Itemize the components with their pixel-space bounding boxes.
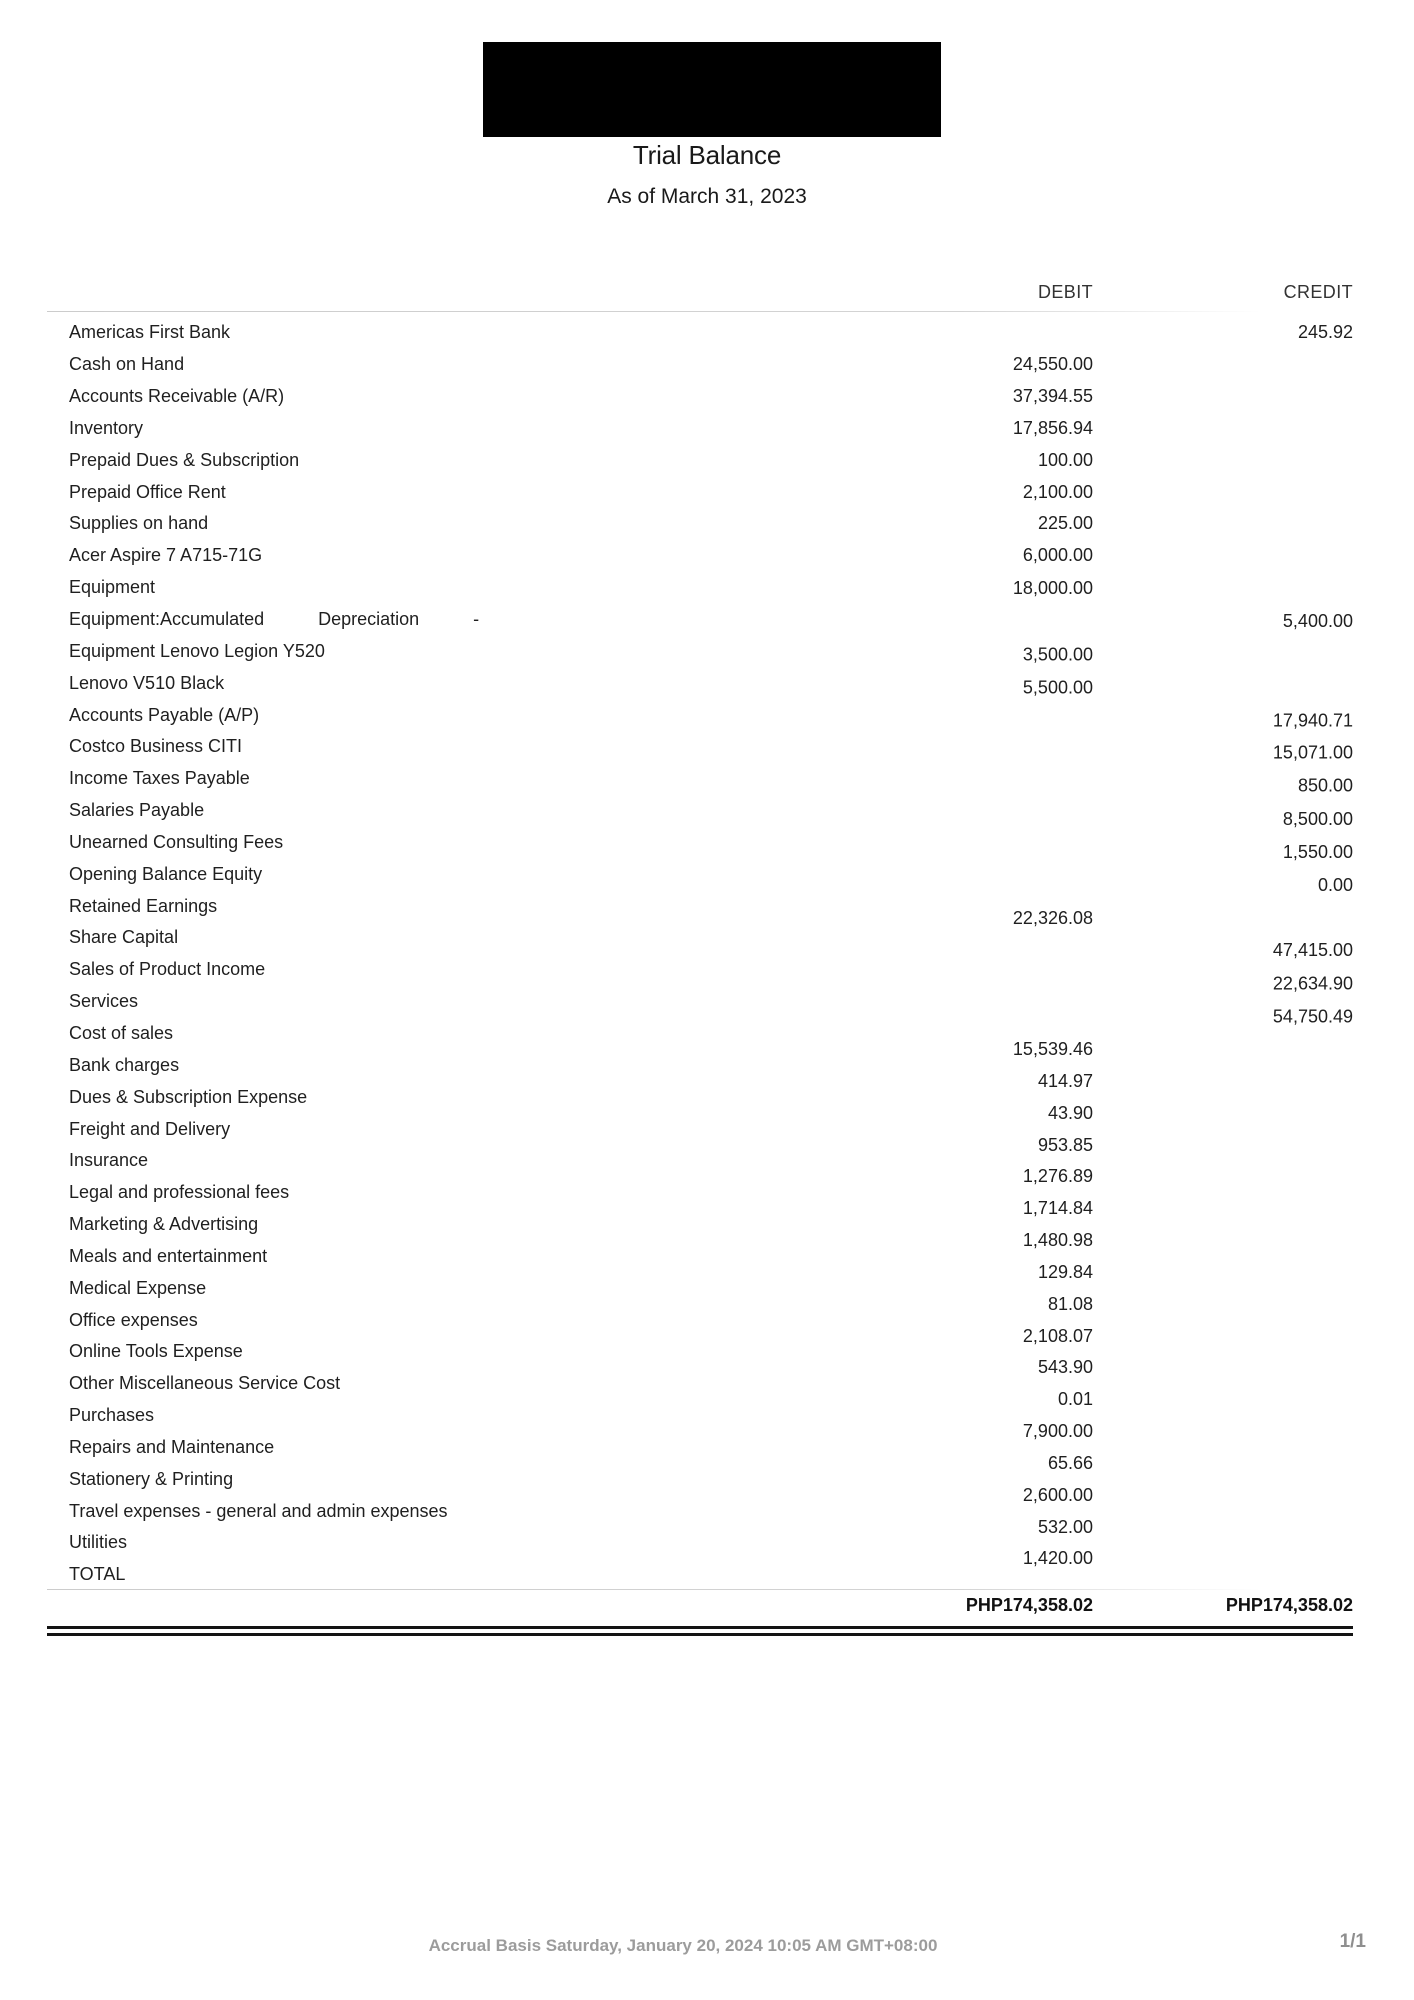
account-name: Marketing & Advertising — [69, 1214, 259, 1235]
table-row — [47, 1049, 1353, 1091]
table-row — [47, 922, 1353, 961]
account-name: Repairs and Maintenance — [69, 1436, 275, 1457]
debit-amount: 414.97 — [1037, 1070, 1093, 1091]
account-name: Cost of sales — [69, 1022, 174, 1043]
table-row — [47, 1368, 1353, 1410]
table-row — [47, 1272, 1353, 1314]
debit-amount: 17,856.94 — [1012, 417, 1093, 438]
account-name: Office expenses — [69, 1309, 198, 1330]
credit-amount: 17,940.71 — [1272, 710, 1353, 731]
table-row — [47, 1081, 1353, 1123]
table-row — [47, 540, 1353, 572]
account-name: Other Miscellaneous Service Cost — [69, 1373, 341, 1394]
credit-amount: 1,550.00 — [1282, 841, 1353, 862]
credit-amount: 54,750.49 — [1272, 1006, 1353, 1027]
account-name: Supplies on hand — [69, 513, 209, 534]
account-name: Utilities — [69, 1532, 128, 1553]
table-row — [47, 604, 1353, 636]
debit-amount: 129.84 — [1037, 1261, 1093, 1282]
debit-amount: 24,550.00 — [1012, 354, 1093, 375]
table-row — [47, 731, 1353, 763]
debit-amount: 15,539.46 — [1012, 1038, 1093, 1059]
account-name: Inventory — [69, 417, 144, 438]
total-debit-amount: PHP174,358.02 — [965, 1594, 1093, 1615]
account-name: Stationery & Printing — [69, 1468, 234, 1489]
page-number: 1/1 — [1339, 1931, 1366, 1952]
account-name: Opening Balance Equity — [69, 863, 263, 884]
debit-amount: 543.90 — [1037, 1357, 1093, 1378]
table-row — [47, 508, 1353, 540]
table-row — [47, 1113, 1353, 1155]
table-row — [47, 317, 1353, 349]
report-subtitle: As of March 31, 2023 — [607, 185, 807, 208]
table-row — [47, 1177, 1353, 1219]
total-row — [47, 1559, 1353, 1591]
debit-amount: 1,420.00 — [1022, 1548, 1093, 1569]
account-name: Unearned Consulting Fees — [69, 831, 284, 852]
credit-amount: 850.00 — [1297, 775, 1353, 796]
table-row — [47, 1432, 1353, 1473]
debit-amount: 22,326.08 — [1012, 907, 1093, 928]
debit-amount: 0.01 — [1057, 1389, 1093, 1410]
account-name: Bank charges — [69, 1054, 180, 1075]
account-name: Prepaid Dues & Subscription — [69, 449, 300, 470]
credit-amount: 22,634.90 — [1272, 973, 1353, 994]
account-name: Retained Earnings — [69, 895, 218, 916]
account-name: Insurance — [69, 1150, 149, 1171]
account-name: Americas First Bank — [69, 322, 231, 343]
table-row — [47, 699, 1353, 731]
debit-amount: 2,600.00 — [1022, 1484, 1093, 1505]
account-name: Income Taxes Payable — [69, 768, 250, 789]
credit-column-header: CREDIT — [1283, 282, 1353, 302]
debit-amount: 100.00 — [1037, 449, 1093, 470]
table-row — [47, 413, 1353, 445]
table-rows — [47, 317, 1360, 1569]
table-row — [47, 1336, 1353, 1378]
account-name: Accounts Payable (A/P) — [69, 704, 260, 725]
totals-amount-row — [47, 1593, 1360, 1617]
table-row — [47, 444, 1353, 476]
account-name: Share Capital — [69, 927, 179, 948]
account-name: Meals and entertainment — [69, 1245, 268, 1266]
table-row — [47, 635, 1353, 667]
debit-amount: 81.08 — [1047, 1293, 1093, 1314]
accrual-basis-footer: Accrual Basis Saturday, January 20, 2024 10:05 AM GMT+08:00 — [428, 1936, 938, 1955]
debit-amount: 1,480.98 — [1022, 1230, 1093, 1251]
account-name: Sales of Product Income — [69, 959, 266, 980]
account-name: Equipment Lenovo Legion Y520 — [69, 640, 325, 661]
header-divider-line — [47, 311, 1353, 312]
account-name: Costco Business CITI — [69, 736, 243, 757]
report-title: Trial Balance — [632, 140, 782, 170]
account-name: Equipment — [69, 577, 156, 598]
debit-amount: 225.00 — [1037, 513, 1093, 534]
account-name: Services — [69, 991, 139, 1012]
debit-amount: 1,276.89 — [1022, 1166, 1093, 1187]
debit-amount: 532.00 — [1037, 1516, 1093, 1537]
account-name: Dues & Subscription Expense — [69, 1086, 308, 1107]
redacted-logo — [483, 42, 941, 137]
table-row — [47, 795, 1353, 827]
debit-amount: 18,000.00 — [1012, 578, 1093, 599]
account-name: Prepaid Office Rent — [69, 481, 226, 502]
account-name: Legal and professional fees — [69, 1182, 290, 1203]
credit-amount: 245.92 — [1297, 322, 1353, 343]
table-row — [47, 1304, 1353, 1346]
total-divider-line — [47, 1589, 1353, 1590]
total-credit-amount: PHP174,358.02 — [1225, 1594, 1353, 1615]
account-name: Medical Expense — [69, 1277, 207, 1298]
table-row — [47, 667, 1353, 699]
column-header-row — [47, 282, 1360, 303]
debit-amount: 2,108.07 — [1022, 1325, 1093, 1346]
table-row — [47, 1495, 1353, 1537]
table-row — [47, 1209, 1353, 1251]
table-row — [47, 381, 1353, 413]
debit-amount: 953.85 — [1037, 1134, 1093, 1155]
table-row — [47, 476, 1353, 508]
debit-amount: 65.66 — [1047, 1452, 1093, 1473]
account-name: Equipment:Accumulated Depreciation - — [69, 609, 480, 630]
credit-amount: 5,400.00 — [1282, 611, 1353, 632]
credit-amount: 0.00 — [1317, 874, 1353, 895]
table-row — [47, 1145, 1353, 1187]
debit-amount: 7,900.00 — [1022, 1421, 1093, 1442]
account-name: Freight and Delivery — [69, 1118, 231, 1139]
debit-column-header: DEBIT — [1037, 282, 1093, 302]
table-row — [47, 572, 1353, 604]
credit-amount: 47,415.00 — [1272, 940, 1353, 961]
account-name: Travel expenses - general and admin expenses — [69, 1500, 448, 1521]
table-row — [47, 858, 1353, 895]
credit-amount: 8,500.00 — [1282, 808, 1353, 829]
debit-amount: 2,100.00 — [1022, 481, 1093, 502]
account-name: Accounts Receivable (A/R) — [69, 386, 285, 407]
debit-amount: 43.90 — [1047, 1102, 1093, 1123]
table-row — [47, 827, 1353, 862]
account-name: Lenovo V510 Black — [69, 672, 225, 693]
credit-amount: 15,071.00 — [1272, 742, 1353, 763]
table-row — [47, 1240, 1353, 1282]
table-row — [47, 1527, 1353, 1569]
account-name: Acer Aspire 7 A715-71G — [69, 545, 263, 566]
account-name: Online Tools Expense — [69, 1341, 243, 1362]
debit-amount: 6,000.00 — [1022, 545, 1093, 566]
account-name: Salaries Payable — [69, 800, 205, 821]
table-row — [47, 349, 1353, 381]
debit-amount: 37,394.55 — [1012, 386, 1093, 407]
grand-total-double-rule — [47, 1626, 1353, 1636]
account-name: Cash on Hand — [69, 354, 185, 375]
table-row — [47, 1463, 1353, 1505]
table-row — [47, 1400, 1353, 1442]
debit-amount: 5,500.00 — [1022, 677, 1093, 698]
total-label: TOTAL — [69, 1564, 126, 1585]
debit-amount: 1,714.84 — [1022, 1198, 1093, 1219]
debit-amount: 3,500.00 — [1022, 644, 1093, 665]
table-row — [47, 763, 1353, 795]
account-name: Purchases — [69, 1405, 155, 1426]
